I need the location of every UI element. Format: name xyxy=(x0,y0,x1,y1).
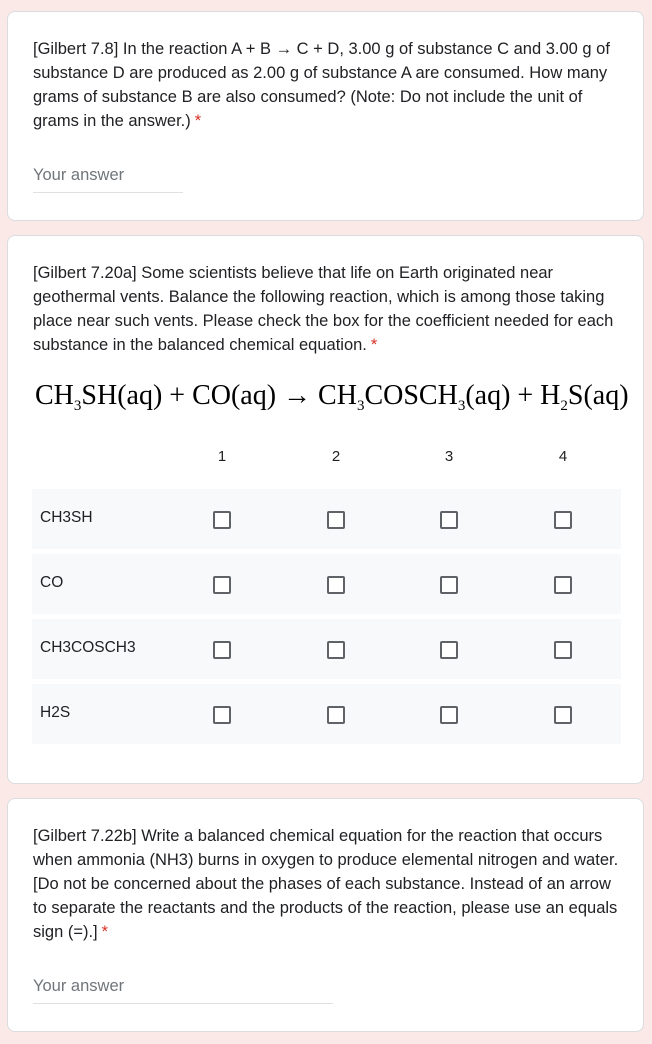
chemical-equation: $CH_3SH(aq) + CO(aq)$ → $CH_3COSCH_3(aq) + H_2S(aq)$ xyxy=(35,380,629,414)
required-asterisk: * xyxy=(101,923,109,941)
column-label-2: 2 xyxy=(331,448,341,465)
checkbox-co-1[interactable] xyxy=(213,576,231,594)
row-label: H2S xyxy=(40,704,71,721)
checkbox-ch3cosch3-1[interactable] xyxy=(213,641,231,659)
grid-row-ch3cosch3 xyxy=(32,619,621,679)
column-label-4: 4 xyxy=(558,448,568,465)
checkbox-ch3cosch3-4[interactable] xyxy=(554,641,572,659)
grid-row-ch3sh xyxy=(32,489,621,549)
row-label: CH3SH xyxy=(40,509,93,526)
column-label-3: 3 xyxy=(444,448,454,465)
checkbox-co-3[interactable] xyxy=(440,576,458,594)
required-asterisk: * xyxy=(194,112,202,130)
question-1-text xyxy=(33,37,625,133)
question-2-text xyxy=(33,261,625,357)
checkbox-ch3sh-4[interactable] xyxy=(554,511,572,529)
grid-header xyxy=(32,448,622,474)
checkbox-ch3sh-1[interactable] xyxy=(213,511,231,529)
checkbox-ch3cosch3-2[interactable] xyxy=(327,641,345,659)
grid-row-h2s xyxy=(32,684,621,744)
checkbox-co-4[interactable] xyxy=(554,576,572,594)
column-label-1: 1 xyxy=(217,448,227,465)
checkbox-h2s-2[interactable] xyxy=(327,706,345,724)
question-1-title: [Gilbert 7.8] In the reaction A + B → C + D, 3.00 g of substance C and 3.00 g of substance D are produced as 2.00 g of substance A are consumed. How many grams of substance B are also consumed? (Note: Do not include the unit of grams in the answer.) xyxy=(33,40,610,130)
question-card-3 xyxy=(7,798,644,1032)
question-card-2 xyxy=(7,235,644,784)
checkbox-h2s-1[interactable] xyxy=(213,706,231,724)
question-2-title: [Gilbert 7.20a] Some scientists believe that life on Earth originated near geothermal vents. Balance the following reaction, which is among those taking place near such vents. Please check the box for the coefficient needed for each substance in the balanced chemical equation. xyxy=(33,264,614,354)
question-3-text xyxy=(33,824,625,944)
checkbox-co-2[interactable] xyxy=(327,576,345,594)
checkbox-ch3cosch3-3[interactable] xyxy=(440,641,458,659)
question-3-title: [Gilbert 7.22b] Write a balanced chemical equation for the reaction that occurs when ammonia (NH3) burns in oxygen to produce elemental nitrogen and water. [Do not be concerned about the phases of each substance. Instead of an arrow to separate the reactants and the products of the reaction, please use an equals sign (=).] xyxy=(33,827,619,941)
answer-input-1[interactable] xyxy=(33,162,183,193)
checkbox-h2s-4[interactable] xyxy=(554,706,572,724)
row-label: CO xyxy=(40,574,64,591)
grid-row-co xyxy=(32,554,621,614)
answer-input-3[interactable] xyxy=(33,973,333,1004)
question-card-1 xyxy=(7,11,644,221)
required-asterisk: * xyxy=(370,336,378,354)
checkbox-ch3sh-3[interactable] xyxy=(440,511,458,529)
checkbox-ch3sh-2[interactable] xyxy=(327,511,345,529)
checkbox-h2s-3[interactable] xyxy=(440,706,458,724)
row-label: CH3COSCH3 xyxy=(40,639,136,656)
